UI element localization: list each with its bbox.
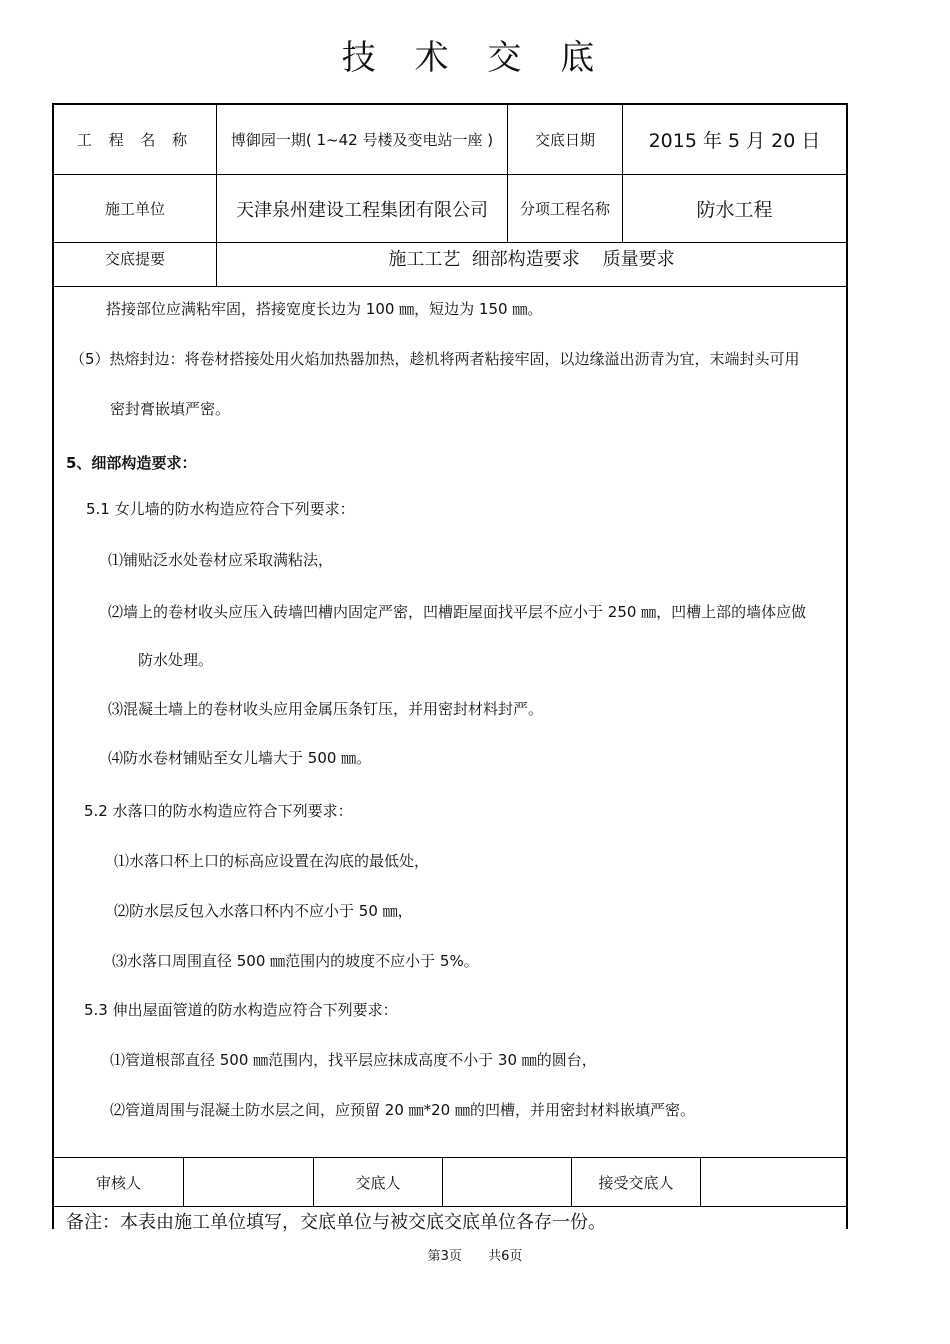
body-line: ⑴铺贴泛水处卷材应采取满粘法， <box>108 551 334 569</box>
body-line: 防水处理。 <box>138 651 214 669</box>
body-line: ⑵管道周围与混凝土防水层之间，应预留 20 ㎜*20 ㎜的凹槽，并用密封材料嵌填严密。 <box>110 1101 695 1119</box>
body-line: ⑶混凝土墙上的卷材收头应用金属压条钉压，并用密封材料封严。 <box>108 700 544 718</box>
subsection-heading: 5.1 女儿墙的防水构造应符合下列要求： <box>86 500 355 518</box>
subproject-value: 防水工程 <box>696 199 773 221</box>
page-footer <box>0 1245 950 1264</box>
row-divider <box>54 286 846 287</box>
section-heading: 5、细部构造要求： <box>66 454 197 472</box>
body-line: ⑵墙上的卷材收头应压入砖墙凹槽内固定严密，凹槽距屋面找平层不应小于 250 ㎜，凹槽上部的墙体应做 <box>108 603 807 621</box>
receiver-label: 接受交底人 <box>598 1173 674 1192</box>
date-value: 2015 年 5 月 20 日 <box>648 130 821 152</box>
date-label: 交底日期 <box>534 131 595 149</box>
subsection-heading: 5.2 水落口的防水构造应符合下列要求： <box>84 802 353 820</box>
body-line: ⑷防水卷材铺贴至女儿墙大于 500 ㎜。 <box>108 749 372 767</box>
remarks-note: 备注：本表由施工单位填写，交底单位与被交底交底单位各存一份。 <box>66 1212 606 1233</box>
reviewer-label: 审核人 <box>95 1173 141 1192</box>
discloser-label: 交底人 <box>355 1173 401 1192</box>
row-divider <box>54 1206 846 1207</box>
summary-label: 交底提要 <box>104 249 165 268</box>
body-line: 搭接部位应满粘牢固，搭接宽度长边为 100 ㎜，短边为 150 ㎜。 <box>106 300 543 318</box>
body-line: ⑵防水层反包入水落口杯内不应小于 50 ㎜， <box>114 902 413 920</box>
body-line: ⑴水落口杯上口的标高应设置在沟底的最低处， <box>114 852 430 870</box>
construction-unit-label: 施工单位 <box>104 200 165 218</box>
receiver-signature[interactable] <box>701 1158 846 1206</box>
discloser-signature[interactable] <box>443 1158 571 1206</box>
subsection-heading: 5.3 伸出屋面管道的防水构造应符合下列要求： <box>84 1001 398 1019</box>
body-line: 密封膏嵌填严密。 <box>110 400 231 418</box>
reviewer-signature[interactable] <box>184 1158 313 1206</box>
document-title: 技 术 交 底 <box>341 38 609 78</box>
summary-value: 施工工艺 细部构造要求 质量要求 <box>388 249 675 270</box>
body-line: （5）热熔封边：将卷材搭接处用火焰加热器加热，趁机将两者粘接牢固，以边缘溢出沥青为宜，末端封头可用 <box>70 350 800 368</box>
project-name-value: 博御园一期( 1~42 号楼及变电站一座 ) <box>230 131 494 149</box>
body-line: ⑴管道根部直径 500 ㎜范围内，找平层应抹成高度不小于 30 ㎜的圆台， <box>110 1051 597 1069</box>
construction-unit-value: 天津泉州建设工程集团有限公司 <box>236 199 488 221</box>
page-number: 第3页 <box>427 1249 462 1264</box>
subproject-label: 分项工程名称 <box>519 200 610 218</box>
body-line: ⑶水落口周围直径 500 ㎜范围内的坡度不应小于 5%。 <box>112 952 479 970</box>
project-name-label: 工 程 名 称 <box>76 131 194 149</box>
page-total: 共6页 <box>488 1249 523 1264</box>
